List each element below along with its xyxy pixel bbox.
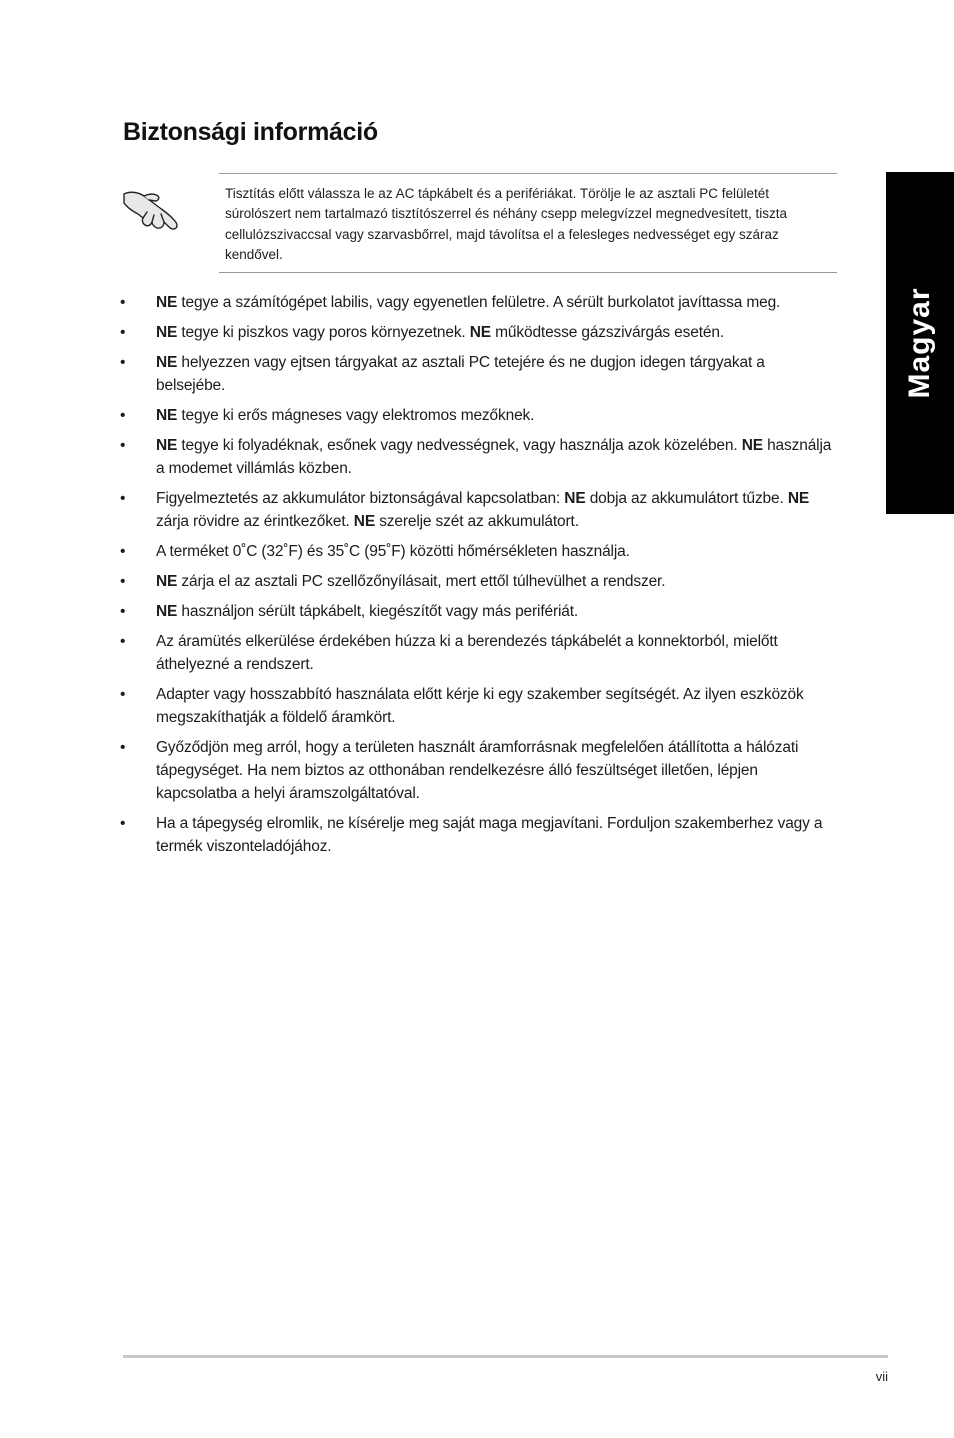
bullet-marker: • bbox=[120, 815, 126, 832]
ne-label: NE bbox=[787, 490, 810, 507]
footer-divider bbox=[123, 1355, 888, 1358]
note-box bbox=[219, 173, 837, 273]
list-item-text: Ha a tápegység elromlik, ne kísérelje meg saját maga megjavítani. Forduljon szakemberhez vagy a termék viszonteladójához. bbox=[156, 815, 823, 855]
list-item bbox=[120, 321, 835, 344]
ne-label: NE bbox=[156, 354, 178, 371]
ne-label: NE bbox=[156, 437, 178, 454]
list-item-text: használja a modemet villámlás közben. bbox=[156, 437, 832, 477]
list-item-text: szerelje szét az akkumulátort. bbox=[375, 513, 579, 530]
list-item bbox=[120, 434, 835, 480]
list-item bbox=[120, 540, 835, 563]
list-item bbox=[120, 812, 835, 858]
bullet-marker: • bbox=[120, 573, 126, 590]
bullet-marker: • bbox=[120, 437, 126, 454]
ne-label: NE bbox=[156, 573, 178, 590]
list-item bbox=[120, 291, 835, 314]
list-item-text: dobja az akkumulátort tűzbe. bbox=[585, 490, 788, 507]
list-item bbox=[120, 683, 835, 729]
side-tab-label: Magyar bbox=[903, 287, 936, 399]
list-item bbox=[120, 600, 835, 623]
bullet-marker: • bbox=[120, 603, 126, 620]
list-item-text: A terméket 0˚C (32˚F) és 35˚C (95˚F) közötti hőmérsékleten használja. bbox=[156, 543, 630, 560]
ne-label: NE bbox=[156, 603, 178, 620]
pointing-hand-icon bbox=[120, 182, 184, 234]
list-item-text: Adapter vagy hosszabbító használata előtt kérje ki egy szakember segítségét. Az ilyen eszközök megszakíthatják a földelő áramkört. bbox=[156, 686, 804, 726]
safety-list bbox=[120, 291, 835, 865]
list-item-text: helyezzen vagy ejtsen tárgyakat az asztali PC tetejére és ne dugjon idegen tárgyakat a belsejébe. bbox=[156, 354, 765, 394]
list-item-text: tegye ki erős mágneses vagy elektromos mezőknek. bbox=[177, 407, 535, 424]
list-item-text: tegye ki piszkos vagy poros környezetnek. bbox=[177, 324, 470, 341]
ne-label: NE bbox=[741, 437, 763, 454]
list-item-text: tegye ki folyadéknak, esőnek vagy nedvességnek, vagy használja azok közelében. bbox=[177, 437, 742, 454]
list-item bbox=[120, 736, 835, 805]
list-item-text: Az áramütés elkerülése érdekében húzza ki a berendezés tápkábelét a konnektorból, mielőtt áthelyezné a rendszert. bbox=[156, 633, 778, 673]
list-item bbox=[120, 570, 835, 593]
list-item-text: működtesse gázszivárgás esetén. bbox=[490, 324, 724, 341]
note-text: Tisztítás előtt válassza le az AC tápkábelt és a perifériákat. Törölje le az asztali PC felületét súrolószert nem tartalmazó tisztítószerrel és néhány csepp melegvízzel megnedvesített, tiszta cellulózszivaccsal vagy szarvasbőrrel, majd távolítsa el a felesleges nedvességet egy száraz kendővel. bbox=[225, 186, 787, 262]
ne-label: NE bbox=[156, 294, 178, 311]
list-item bbox=[120, 404, 835, 427]
list-item-text: használjon sérült tápkábelt, kiegészítőt vagy más perifériát. bbox=[177, 603, 579, 620]
language-side-tab bbox=[886, 172, 954, 514]
ne-label: NE bbox=[564, 490, 586, 507]
ne-label: NE bbox=[353, 513, 376, 530]
list-item bbox=[120, 351, 835, 397]
list-item bbox=[120, 630, 835, 676]
bullet-marker: • bbox=[120, 294, 126, 311]
bullet-marker: • bbox=[120, 324, 126, 341]
bullet-marker: • bbox=[120, 354, 126, 371]
list-item-text: Figyelmeztetés az akkumulátor biztonságával kapcsolatban: bbox=[156, 490, 565, 507]
bullet-marker: • bbox=[120, 686, 126, 703]
bullet-marker: • bbox=[120, 543, 126, 560]
bullet-marker: • bbox=[120, 739, 126, 756]
page-number: vii bbox=[875, 1369, 888, 1384]
page-title: Biztonsági információ bbox=[123, 118, 378, 146]
bullet-marker: • bbox=[120, 407, 126, 424]
bullet-marker: • bbox=[120, 490, 126, 507]
bullet-marker: • bbox=[120, 633, 126, 650]
ne-label: NE bbox=[469, 324, 491, 341]
list-item-text: zárja el az asztali PC szellőzőnyílásait, mert ettől túlhevülhet a rendszer. bbox=[177, 573, 666, 590]
list-item-text: tegye a számítógépet labilis, vagy egyenetlen felületre. A sérült burkolatot javíttassa meg. bbox=[177, 294, 781, 311]
list-item-text: Győződjön meg arról, hogy a területen használt áramforrásnak megfelelően átállította a hálózati tápegységet. Ha nem biztos az otthonában rendelkezésre álló feszültséget illetően, lépjen kapcsolatba a helyi áramszolgáltatóval. bbox=[156, 739, 799, 802]
ne-label: NE bbox=[156, 407, 178, 424]
ne-label: NE bbox=[156, 324, 178, 341]
list-item bbox=[120, 487, 835, 533]
list-item-text: zárja rövidre az érintkezőket. bbox=[156, 513, 354, 530]
